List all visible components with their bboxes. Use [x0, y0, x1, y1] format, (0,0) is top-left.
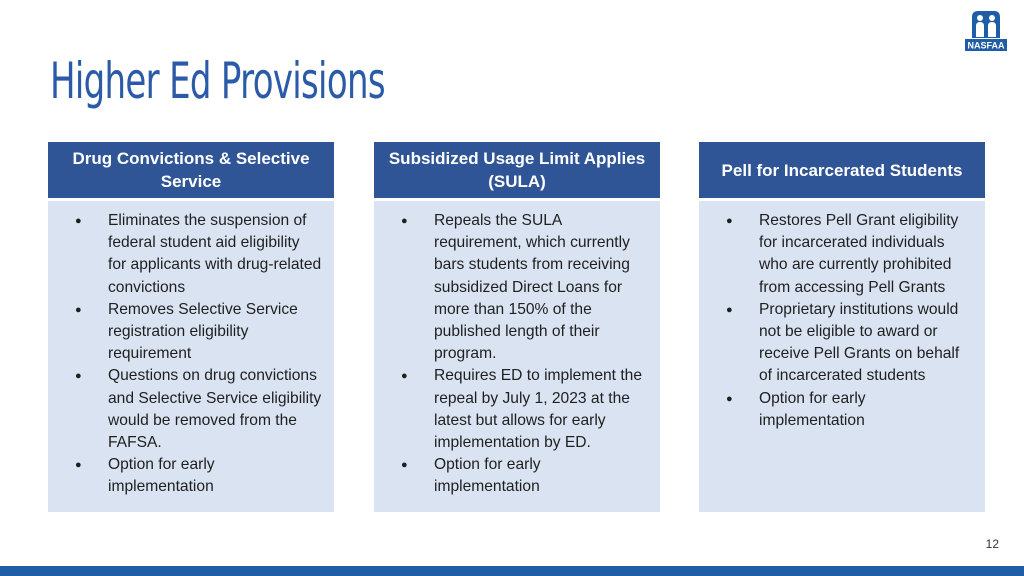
bullet-item: ● Requires ED to implement the repeal by July 1, 2023 at the latest but allows for early implementation by ED.: [374, 365, 660, 454]
page-title: Higher Ed Provisions: [50, 52, 385, 110]
nasfaa-logo: [963, 8, 1009, 52]
bullet-item: ● Option for early implementation: [699, 388, 985, 432]
bullet-item: ● Repeals the SULA requirement, which currently bars students from receiving subsidized Direct Loans for more than 150% of the published length of their program.: [374, 210, 660, 365]
card-pell-incarcerated: [699, 142, 985, 512]
footer-bar: [0, 566, 1024, 576]
card-header: Pell for Incarcerated Students: [699, 142, 985, 198]
bullet-item: ● Proprietary institutions would not be eligible to award or receive Pell Grants on behalf of incarcerated students: [699, 299, 985, 388]
card-body: [374, 198, 660, 512]
bullet-item: ● Restores Pell Grant eligibility for incarcerated individuals who are currently prohibited from accessing Pell Grants: [699, 210, 985, 299]
bullet-item: ● Removes Selective Service registration eligibility requirement: [48, 299, 334, 366]
bullet-item: ● Questions on drug convictions and Selective Service eligibility would be removed from the FAFSA.: [48, 365, 334, 454]
bullet-item: ● Option for early implementation: [48, 454, 334, 498]
card-sula: [374, 142, 660, 512]
bullet-list: [374, 201, 660, 499]
card-body: [48, 198, 334, 512]
nasfaa-logo-icon: [963, 8, 1009, 52]
card-drug-convictions: [48, 142, 334, 512]
card-body: [699, 198, 985, 512]
logo-text: NASFAA: [967, 40, 1005, 51]
card-header: Subsidized Usage Limit Applies (SULA): [374, 142, 660, 198]
page-number: 12: [985, 537, 999, 551]
bullet-item: ● Eliminates the suspension of federal student aid eligibility for applicants with drug-related convictions: [48, 210, 334, 299]
bullet-list: [48, 201, 334, 499]
bullet-list: [699, 201, 985, 432]
card-header: Drug Convictions & Selective Service: [48, 142, 334, 198]
bullet-item: ● Option for early implementation: [374, 454, 660, 498]
